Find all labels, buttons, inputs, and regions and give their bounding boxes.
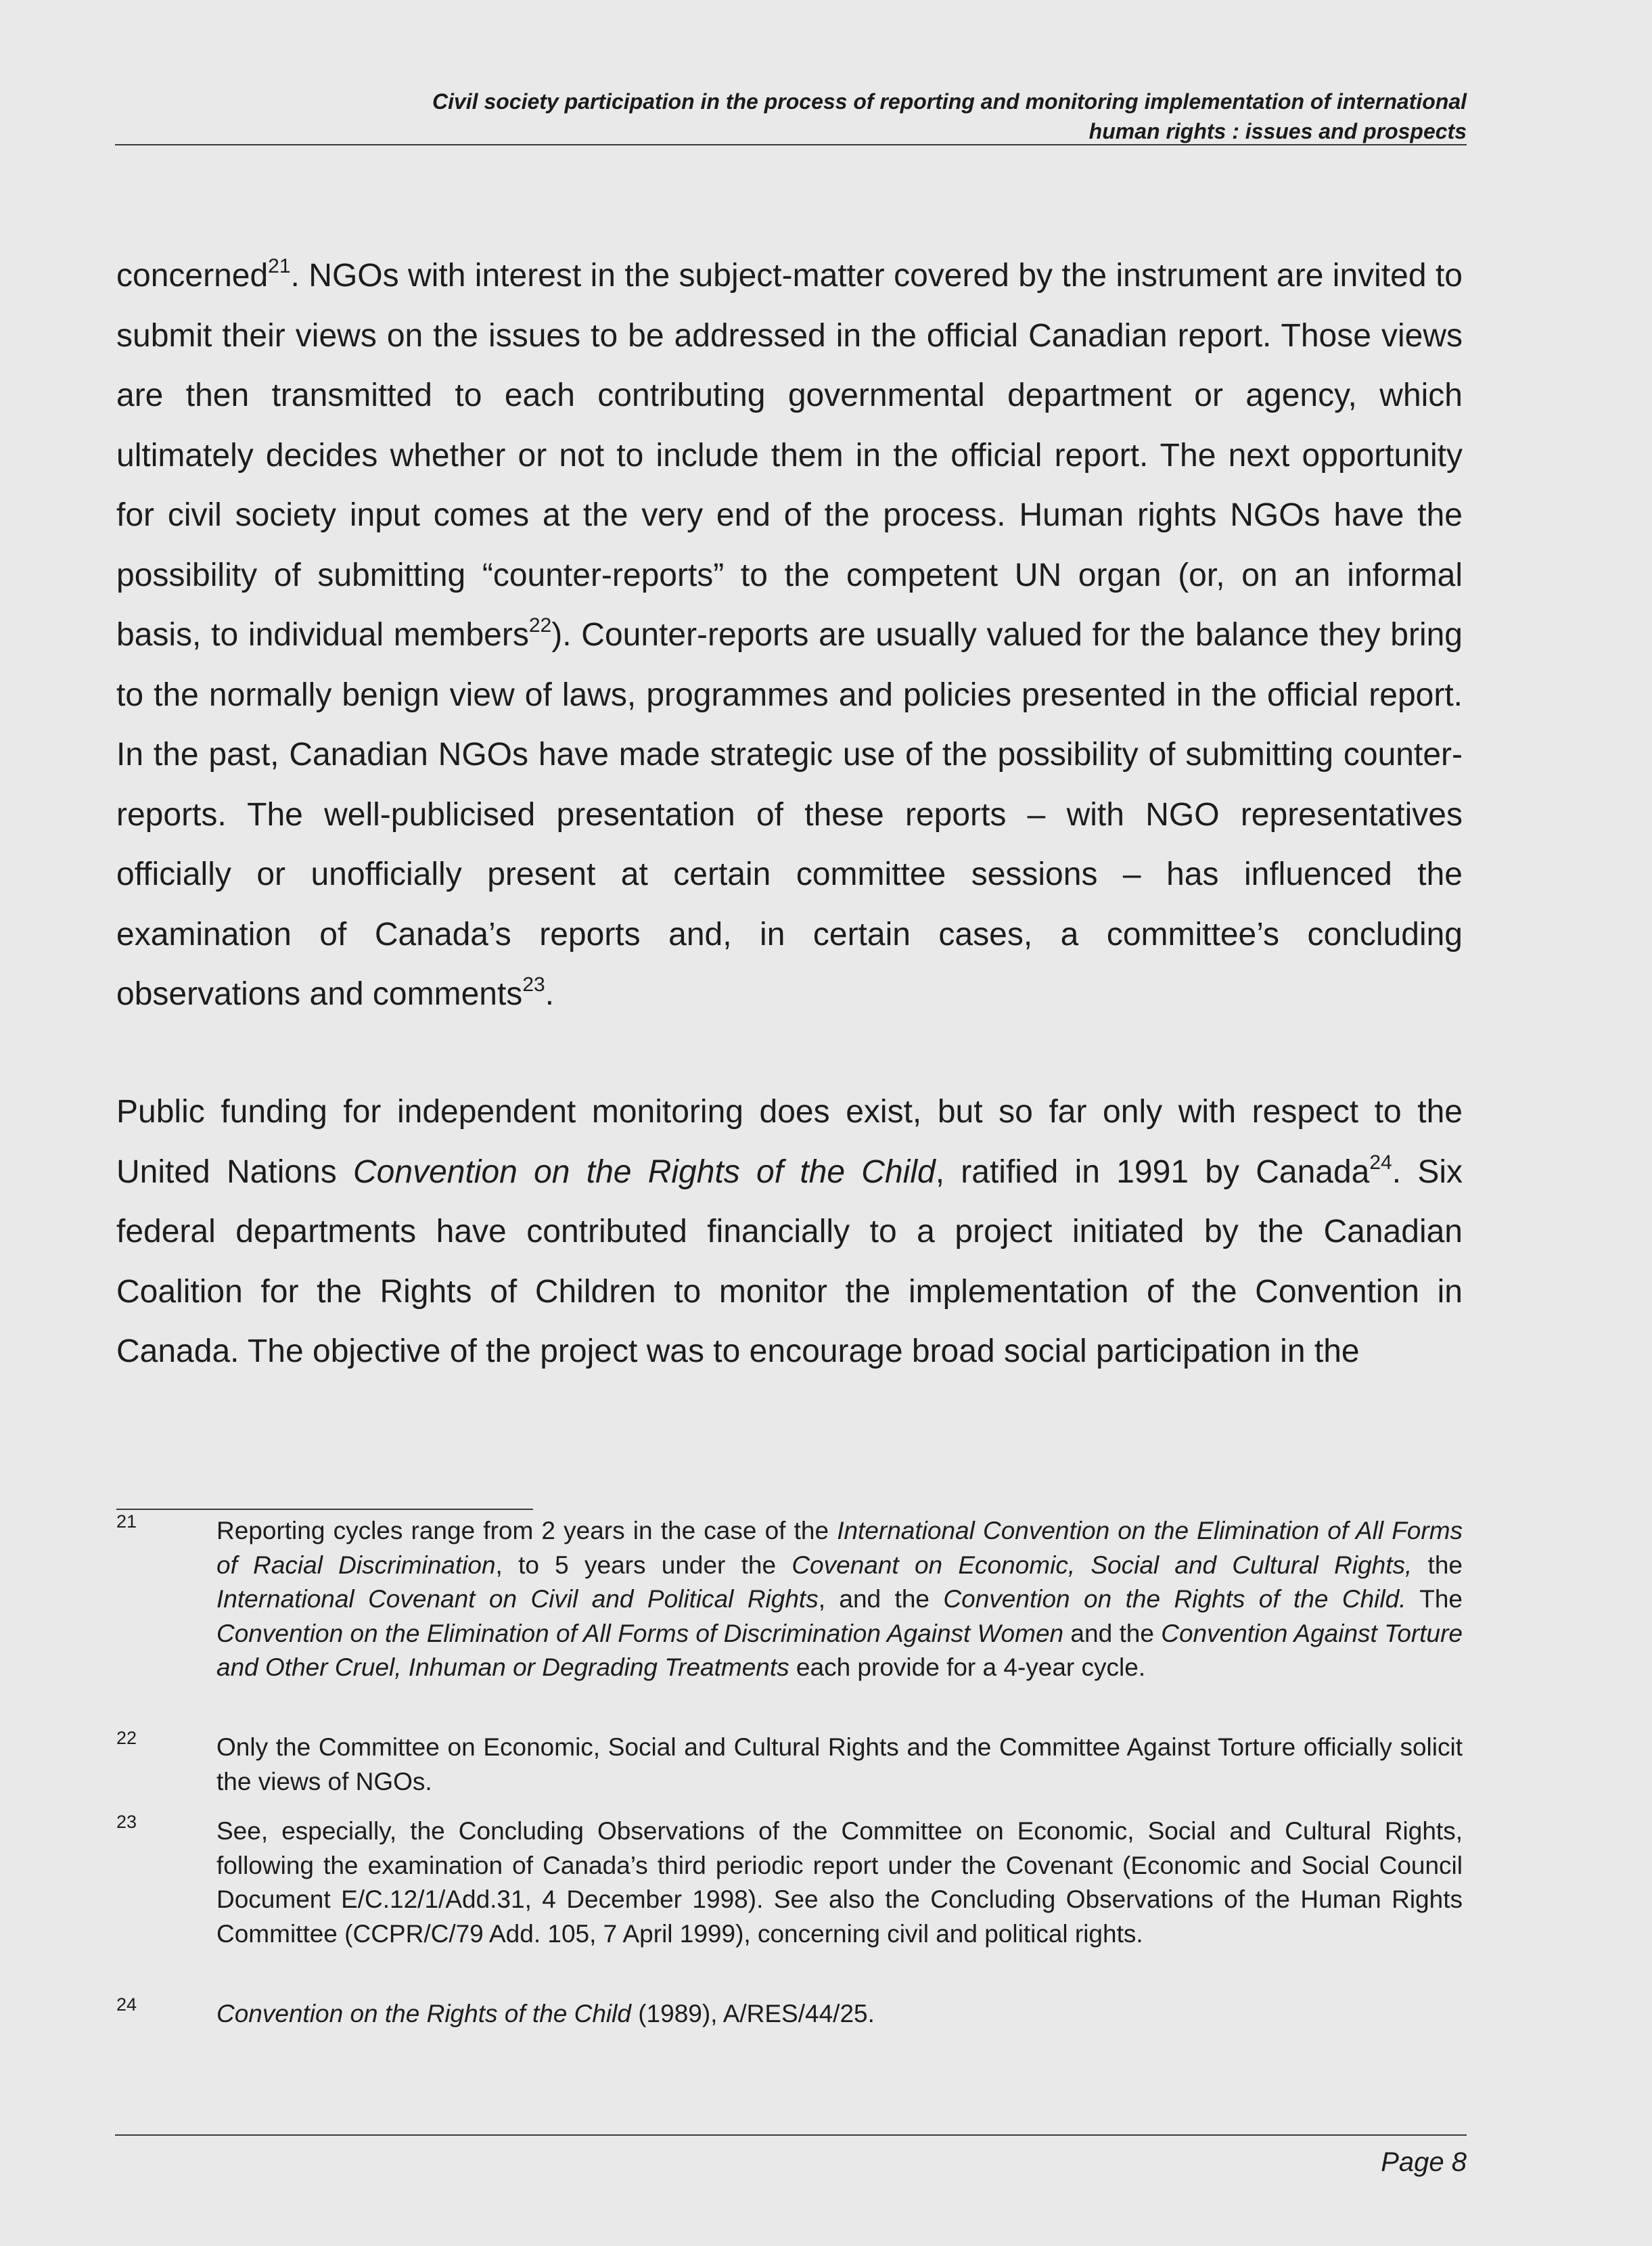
footnote-number: 24 [116,1994,137,2015]
footnote-number: 23 [116,1812,137,1832]
footnote-italic-title: Convention on the Elimination of All Forms of Discrimination Against Women [216,1619,1064,1647]
footnote-italic-title: Convention on the Rights of the Child. [943,1585,1406,1613]
footnote-text-segment: , and the [818,1585,944,1613]
footnote-ref-22[interactable]: 22 [528,614,552,637]
footnote-text-segment: The [1406,1585,1463,1613]
para1-text-2: . NGOs with interest in the subject-matter covered by the instrument are invited to submit their views on the issues to be addressed in the official Canadian report. Those views are then transmitted to each contributing governmental department or agency, which ultimately decides whether or not to include them in the official report. The next opportunity for civil society input comes at the very end of the process. Human rights NGOs have the possibility of submitting “counter-reports” to the competent UN organ (or, on an informal basis, to individual members [116,258,1463,653]
footnote-23 [116,1814,1463,1951]
footnote-ref-21[interactable]: 21 [268,255,291,277]
header-divider [115,144,1467,145]
footnote-text [216,1997,1463,2032]
footnote-text-segment: (1989), A/RES/44/25. [630,2000,875,2027]
footnote-text-segment: the [1412,1551,1463,1579]
footnote-ref-23[interactable]: 23 [522,973,545,996]
footnote-text-segment: , to 5 years under the [495,1551,792,1579]
footnote-24 [116,1994,1463,2032]
para2-text-2: , ratified in 1991 by Canada [935,1153,1370,1190]
footnote-italic-title: International Convention on the Elimination of All Forms of Racial Discrimination [216,1517,1463,1579]
footer-divider [115,2134,1467,2136]
para1-text-4: . [545,976,555,1012]
para2-convention-title: Convention on the Rights of the Child [353,1153,936,1190]
footnote-number: 21 [116,1511,137,1532]
running-header-line1: Civil society participation in the process of reporting and monitoring implementation of international [432,89,1467,114]
para1-text-1: concerned [116,258,269,294]
footnote-italic-title: Convention Against Torture and Other Cruel, Inhuman or Degrading Treatments [216,1619,1463,1681]
footnote-22 [116,1728,1463,1799]
footnote-text-segment: Reporting cycles range from 2 years in the case of the [216,1517,838,1544]
footnote-number: 22 [116,1728,137,1748]
body-paragraph-1 [116,246,1463,1025]
footnote-separator [116,1509,533,1510]
footnote-ref-24[interactable]: 24 [1369,1151,1392,1174]
para1-text-3: ). Counter-reports are usually valued for the balance they bring to the normally benign view of laws, programmes and policies presented in the official report. In the past, Canadian NGOs have made strategic use of the possibility of submitting counter-reports. The well-publicised presentation of these reports – with NGO representatives officially or unofficially present at certain committee sessions – has influenced the examination of Canada’s reports and, in certain cases, a committee’s concluding observations and comments [116,617,1463,1012]
page-number: Page 8 [1381,2147,1467,2177]
body-paragraph-2 [116,1082,1463,1382]
para2-text-1: Public funding for independent monitoring does exist, but so far only with respect to the United Nations [116,1094,1463,1190]
para2-text-3: . Six federal departments have contributed financially to a project initiated by the Canadian Coalition for the Rights of Children to monitor the implementation of the Convention in Canada. The objective of the project was to encourage broad social participation in the [116,1153,1463,1369]
running-header-line2: human rights : issues and prospects [1088,119,1467,143]
footnote-text [216,1514,1463,1685]
footnote-text: Only the Committee on Economic, Social and Cultural Rights and the Committee Against Torture officially solicit the views of NGOs. [216,1733,1463,1795]
running-header [115,87,1467,146]
footnote-italic-title: International Covenant on Civil and Political Rights [216,1585,819,1613]
footnote-text: See, especially, the Concluding Observations of the Committee on Economic, Social and Cultural Rights, following the examination of Canada’s third periodic report under the Covenant (Economic and Social Council Document E/C.12/1/Add.31, 4 December 1998). See also the Concluding Observations of the Human Rights Committee (CCPR/C/79 Add. 105, 7 April 1999), concerning civil and political rights. [216,1817,1463,1948]
footnote-21 [116,1511,1463,1685]
footnote-text-segment: and the [1063,1619,1162,1647]
footnote-italic-title: Covenant on Economic, Social and Cultural Rights, [791,1551,1413,1579]
footnote-text-segment: each provide for a 4-year cycle. [789,1653,1146,1681]
footnote-italic-title: Convention on the Rights of the Child [216,2000,631,2027]
